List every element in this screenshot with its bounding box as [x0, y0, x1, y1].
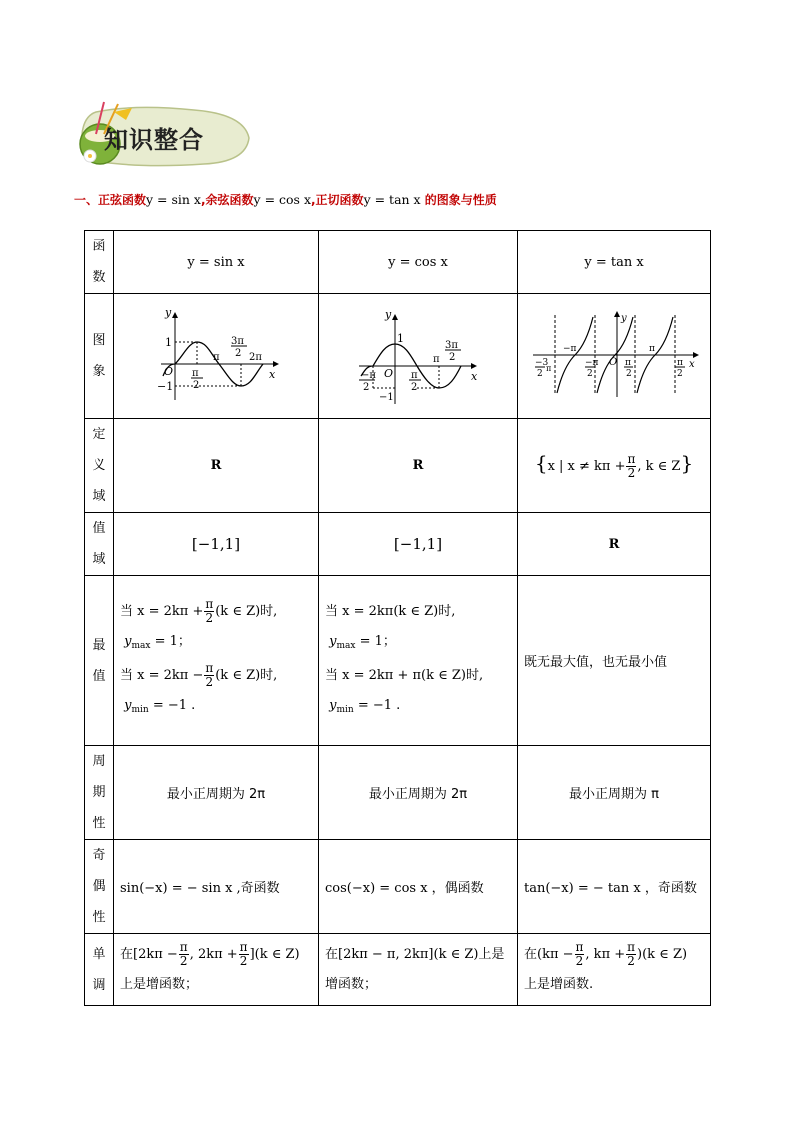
cos-graph-neg-pi-den: 2	[363, 382, 370, 393]
cos-max-val: = 1；	[359, 633, 396, 649]
sin-min-val: = −1 .	[152, 697, 196, 713]
max-subscript: max	[131, 640, 151, 651]
cell-graph-sin	[114, 294, 319, 419]
cell-range-cos: [−1,1]	[319, 513, 518, 576]
fraction-numerator: π	[205, 596, 214, 611]
section-banner	[74, 98, 252, 170]
tan-graph-neg-pi2-den: 2	[587, 369, 593, 379]
cos-graph	[353, 304, 483, 404]
sin-graph-x-label: x	[269, 368, 276, 381]
heading-cos: y = cos x	[253, 192, 311, 207]
heading-suffix: 的图象与性质	[424, 193, 497, 207]
tan-graph-neg-3pi-sym: π	[546, 364, 552, 373]
tan-mono-a: 在(kπ −	[524, 946, 574, 962]
cell-domain-cos: R	[319, 419, 518, 513]
sin-min-cond-b: (k ∈ Z)时,	[215, 667, 278, 683]
row-header-char: 图	[92, 333, 106, 348]
tan-mono-interval	[524, 940, 710, 970]
cell-extreme-sin	[114, 576, 319, 746]
row-header-char: 最	[92, 637, 106, 653]
cell-graph-tan	[518, 294, 711, 419]
cell-parity-tan: tan(−x) = − tan x ，奇函数	[518, 840, 711, 934]
row-header-char: 义	[92, 458, 106, 473]
sin-mono-line2: 上是增函数；	[120, 976, 199, 992]
heading-sin: y = sin x	[146, 192, 201, 207]
cos-mono-line2: 增函数；	[325, 976, 378, 992]
row-header-char: 周	[92, 754, 106, 769]
cell-domain-sin: R	[114, 419, 319, 513]
row-header-char: 奇	[92, 848, 106, 863]
sin-graph-3pi-num: 3π	[231, 336, 244, 347]
fraction-numerator: π	[179, 939, 188, 954]
fraction-numerator: π	[627, 452, 636, 466]
row-header-parity	[85, 840, 114, 934]
cos-graph-3pi-den: 2	[449, 352, 456, 363]
sin-mono-a: 在[2kπ −	[120, 946, 178, 962]
tan-graph-3pi-den: 2	[677, 369, 683, 379]
cell-mono-cos	[319, 934, 518, 1006]
table-row-extreme	[85, 576, 711, 746]
fraction-denominator: 2	[239, 953, 248, 968]
y-symbol: y	[124, 697, 132, 713]
row-header-monotonicity	[85, 934, 114, 1006]
row-header-char: 数	[92, 270, 106, 285]
row-header-char: 函	[92, 239, 106, 254]
cell-func-cos: y = cos x	[319, 231, 518, 294]
cos-graph-3pi-num: 3π	[445, 340, 458, 351]
table-row-range	[85, 513, 711, 576]
fraction-numerator: π	[239, 939, 248, 954]
row-header-char: 值	[92, 668, 106, 684]
fraction-numerator: π	[205, 660, 214, 675]
sin-max-cond-a: 当 x = 2kπ +	[120, 603, 204, 619]
tan-graph-neg-3pi-den: 2	[537, 369, 543, 379]
cell-extreme-cos	[319, 576, 518, 746]
tan-graph-y-label: y	[621, 313, 627, 324]
row-header-function	[85, 231, 114, 294]
tan-mono-b: , kπ +	[585, 946, 626, 962]
cos-graph-one: 1	[397, 332, 404, 345]
tan-domain-fraction	[626, 453, 636, 480]
cell-period-tan: 最小正周期为 π	[518, 746, 711, 840]
min-subscript: min	[131, 704, 149, 715]
sin-graph-2pi: 2π	[249, 352, 262, 363]
row-header-char: 性	[92, 910, 106, 925]
sin-max-condition	[120, 597, 318, 627]
tan-graph-neg-pi: −π	[563, 344, 577, 354]
sin-graph-neg-one: −1	[157, 380, 174, 393]
cos-graph-neg-one: −1	[379, 392, 394, 403]
fraction-denominator: 2	[205, 610, 214, 625]
sin-mono-b: , 2kπ +	[189, 946, 238, 962]
row-header-range	[85, 513, 114, 576]
cell-parity-sin: sin(−x) = − sin x ,奇函数	[114, 840, 319, 934]
tan-mono-fraction-2	[626, 941, 636, 968]
table-row-domain	[85, 419, 711, 513]
cell-func-tan: y = tan x	[518, 231, 711, 294]
tan-graph-pi2-den: 2	[626, 369, 632, 379]
cell-mono-tan	[518, 934, 711, 1006]
row-header-char: 性	[92, 816, 106, 831]
cos-graph-origin: O	[384, 367, 394, 380]
sin-min-condition	[120, 661, 318, 691]
sin-graph-origin: O	[164, 365, 174, 378]
fraction-denominator: 2	[205, 674, 214, 689]
sin-min-value	[120, 691, 318, 725]
tan-graph	[529, 309, 699, 399]
y-symbol: y	[124, 633, 132, 649]
cos-graph-pi: π	[433, 354, 440, 365]
sin-min-cond-a: 当 x = 2kπ −	[120, 667, 204, 683]
row-header-period	[85, 746, 114, 840]
y-symbol: y	[329, 633, 337, 649]
tan-graph-x-label: x	[689, 359, 695, 370]
row-header-char: 域	[92, 552, 106, 567]
sin-graph-one: 1	[165, 336, 172, 349]
cell-extreme-tan: 既无最大值，也无最小值	[518, 576, 711, 746]
tan-graph-neg-3pi-num: −3	[535, 358, 549, 368]
tan-domain-set: x | x ≠ kπ +	[547, 459, 626, 474]
table-row-graph	[85, 294, 711, 419]
tan-domain-tail: , k ∈ Z	[637, 459, 681, 474]
cos-max-condition: 当 x = 2kπ(k ∈ Z)时,	[325, 603, 456, 619]
cos-graph-x-label: x	[471, 370, 478, 383]
tan-mono-fraction-1	[575, 941, 585, 968]
tan-mono-line2: 上是增函数.	[524, 976, 594, 992]
heading-sep1: ,余弦函数	[200, 193, 254, 207]
cell-mono-sin	[114, 934, 319, 1006]
tan-graph-pi: π	[649, 344, 655, 354]
min-subscript: min	[336, 704, 354, 715]
cos-graph-pi2-num: π	[411, 370, 418, 381]
tan-mono-c: )(k ∈ Z)	[637, 946, 688, 962]
sin-min-fraction	[204, 662, 214, 689]
heading-sep2: ,正切函数	[311, 193, 364, 207]
fraction-numerator: π	[627, 939, 636, 954]
row-header-graph	[85, 294, 114, 419]
sin-graph-pi-den: 2	[193, 380, 200, 391]
fraction-denominator: 2	[627, 466, 636, 480]
sin-max-value	[120, 627, 318, 661]
cell-period-cos: 最小正周期为 2π	[319, 746, 518, 840]
cos-mono-interval: 在[2kπ − π, 2kπ](k ∈ Z)上是	[325, 946, 505, 962]
table-row-monotonicity	[85, 934, 711, 1006]
sin-graph-pi: π	[213, 352, 220, 363]
cos-min-value	[325, 691, 517, 725]
banner-title: 知识整合	[104, 126, 204, 154]
sin-mono-fraction-2	[239, 941, 249, 968]
table-row-period	[85, 746, 711, 840]
table-row-parity	[85, 840, 711, 934]
tan-graph-3pi-num: π	[677, 358, 683, 368]
row-header-char: 调	[92, 977, 106, 993]
sin-graph-pi-num: π	[192, 368, 199, 379]
fraction-numerator: π	[575, 939, 584, 954]
cell-func-sin: y = sin x	[114, 231, 319, 294]
row-header-char: 偶	[92, 879, 106, 894]
row-header-char: 定	[92, 427, 106, 442]
cell-range-sin: [−1,1]	[114, 513, 319, 576]
tan-graph-neg-pi2-num: −π	[585, 358, 599, 368]
row-header-char: 单	[92, 946, 106, 962]
cell-period-sin: 最小正周期为 2π	[114, 746, 319, 840]
cos-graph-y-label: y	[385, 308, 392, 321]
fraction-denominator: 2	[179, 953, 188, 968]
row-header-char: 域	[92, 489, 106, 504]
sin-graph-y-label: y	[165, 306, 172, 319]
row-header-char: 期	[92, 785, 106, 800]
sin-max-cond-b: (k ∈ Z)时,	[215, 603, 278, 619]
row-header-domain	[85, 419, 114, 513]
row-header-char: 值	[92, 521, 106, 536]
cos-graph-neg-pi-num: −π	[361, 370, 376, 381]
cos-min-val: = −1 .	[357, 697, 401, 713]
cos-min-condition: 当 x = 2kπ + π(k ∈ Z)时,	[325, 667, 484, 683]
heading-tan: y = tan x	[363, 192, 421, 207]
sin-max-fraction	[204, 598, 214, 625]
fraction-denominator: 2	[575, 953, 584, 968]
sin-mono-interval	[120, 940, 318, 970]
trig-properties-table	[84, 230, 711, 1006]
cell-graph-cos	[319, 294, 518, 419]
sin-mono-fraction-1	[179, 941, 189, 968]
cell-domain-tan: {x | x ≠ kπ + $\frac{\pi}{2}$ , k ∈ Z}	[518, 419, 711, 513]
y-symbol: y	[329, 697, 337, 713]
max-subscript: max	[336, 640, 356, 651]
cell-parity-cos: cos(−x) = cos x ，偶函数	[319, 840, 518, 934]
sin-max-val: = 1；	[154, 633, 191, 649]
section-heading	[74, 191, 497, 208]
row-header-char: 象	[92, 364, 106, 379]
cos-max-value	[325, 627, 517, 661]
row-header-extreme	[85, 576, 114, 746]
tan-graph-origin: O	[609, 357, 618, 368]
sin-graph-3pi-den: 2	[235, 348, 242, 359]
cell-range-tan: R	[518, 513, 711, 576]
tan-graph-pi2-num: π	[625, 358, 631, 368]
sin-mono-c: ](k ∈ Z)	[249, 946, 300, 962]
fraction-denominator: 2	[627, 953, 635, 968]
sin-graph	[151, 304, 281, 404]
cos-graph-pi2-den: 2	[411, 382, 418, 393]
table-row-function	[85, 231, 711, 294]
heading-prefix: 一、正弦函数	[74, 193, 147, 207]
